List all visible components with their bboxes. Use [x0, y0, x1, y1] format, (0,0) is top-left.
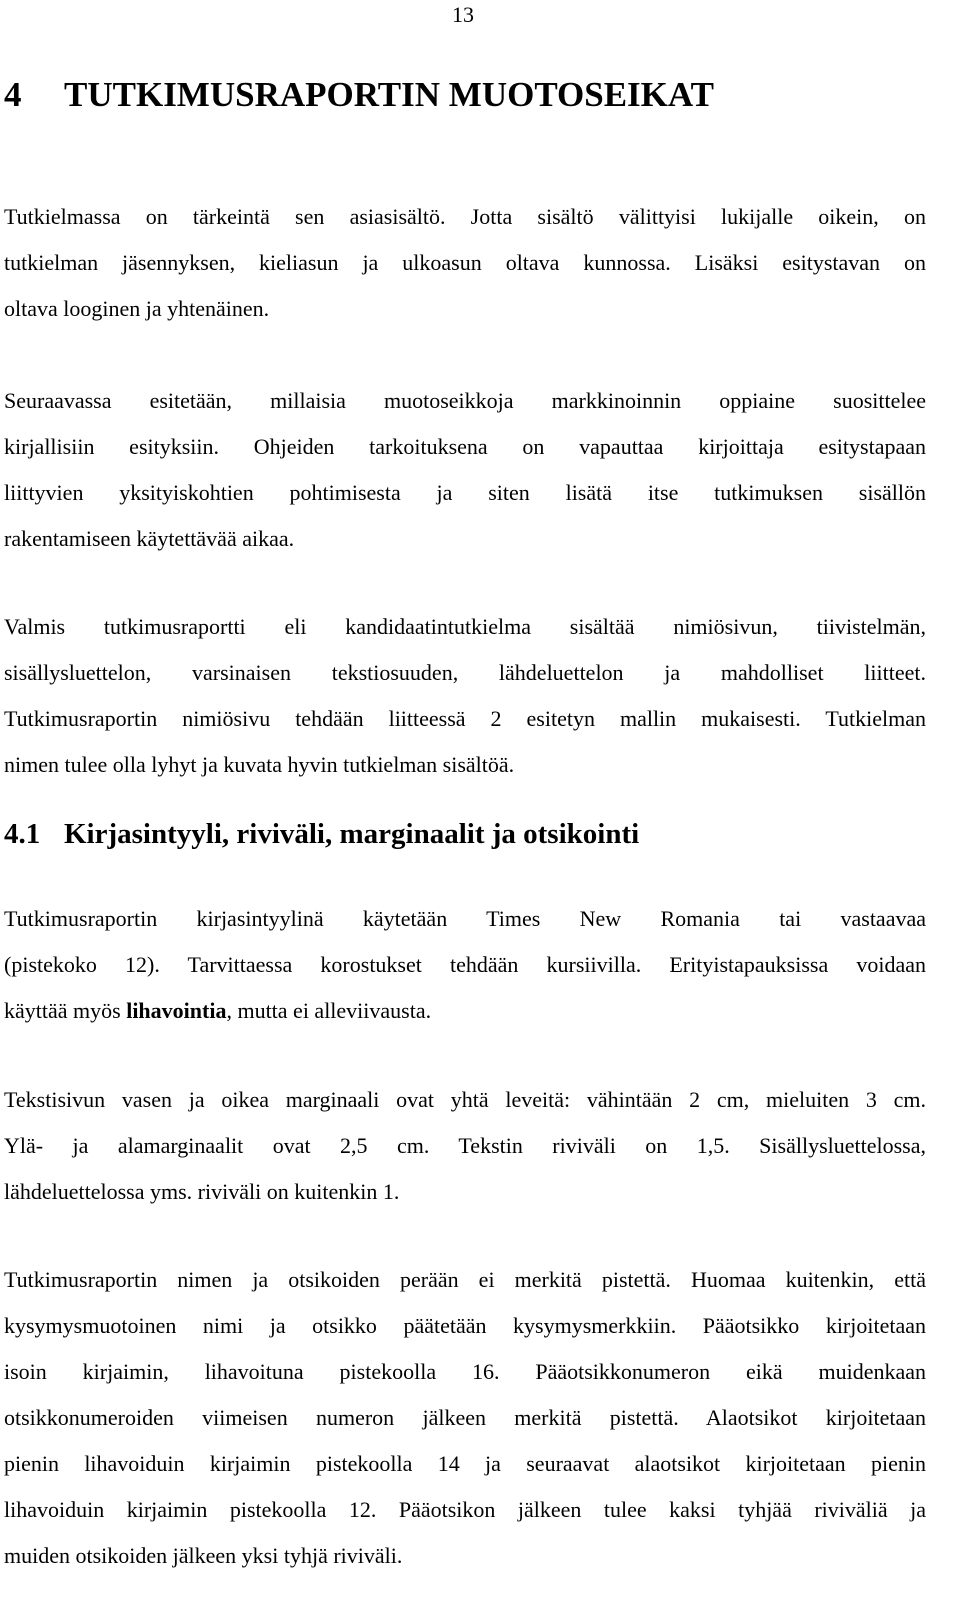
- paragraph-line: otsikkonumeroiden viimeisen numeron jälkeen merkitä pistettä. Alaotsikot kirjoitetaan: [4, 1405, 926, 1430]
- paragraph-line: (pistekoko 12). Tarvittaessa korostukset tehdään kursiivilla. Erityistapauksissa voidaan: [4, 952, 926, 977]
- paragraph-line: Tutkimusraportin nimen ja otsikoiden perään ei merkitä pistettä. Huomaa kuitenkin, että: [4, 1267, 926, 1292]
- paragraph-line: sisällysluettelon, varsinaisen tekstiosuuden, lähdeluettelon ja mahdolliset liitteet.: [4, 660, 926, 685]
- paragraph-line: Seuraavassa esitetään, millaisia muotoseikkoja markkinoinnin oppiaine suosittelee: [4, 388, 926, 413]
- paragraph-intro-1: [4, 194, 926, 332]
- paragraph-line: oltava looginen ja yhtenäinen.: [4, 296, 270, 321]
- paragraph-line: Tutkimusraportin nimiösivu tehdään liitteessä 2 esitetyn mallin mukaisesti. Tutkielman: [4, 706, 926, 731]
- paragraph-headings: [4, 1257, 926, 1579]
- paragraph-font-style: [4, 896, 926, 1034]
- paragraph-line: Valmis tutkimusraportti eli kandidaatintutkielma sisältää nimiösivun, tiivistelmän,: [4, 614, 926, 639]
- paragraph-line: kysymysmuotoinen nimi ja otsikko päätetään kysymysmerkkiin. Pääotsikko kirjoitetaan: [4, 1313, 926, 1338]
- paragraph-intro-3: [4, 604, 926, 788]
- paragraph-line: isoin kirjaimin, lihavoituna pistekoolla 16. Pääotsikkonumeron eikä muidenkaan: [4, 1359, 926, 1384]
- paragraph-line: pienin lihavoiduin kirjaimin pistekoolla 14 ja seuraavat alaotsikot kirjoitetaan pienin: [4, 1451, 926, 1476]
- page-number: 13: [452, 2, 474, 27]
- paragraph-line: nimen tulee olla lyhyt ja kuvata hyvin tutkielman sisältöä.: [4, 752, 515, 777]
- paragraph-intro-2: [4, 378, 926, 562]
- section-heading: [4, 816, 639, 852]
- paragraph-line: lähdeluettelossa yms. riviväli on kuitenkin 1.: [4, 1179, 400, 1204]
- text-run: käyttää myös: [4, 998, 127, 1023]
- chapter-heading: [4, 74, 714, 116]
- paragraph-line: muiden otsikoiden jälkeen yksi tyhjä riviväli.: [4, 1543, 403, 1568]
- paragraph-line: lihavoiduin kirjaimin pistekoolla 12. Pääotsikon jälkeen tulee kaksi tyhjää riviväliä ja: [4, 1497, 926, 1522]
- section-title: Kirjasintyyli, riviväli, marginaalit ja otsikointi: [64, 818, 640, 850]
- paragraph-line: Tutkielmassa on tärkeintä sen asiasisältö. Jotta sisältö välittyisi lukijalle oikein, on: [4, 204, 926, 229]
- paragraph-line: kirjallisiin esityksiin. Ohjeiden tarkoituksena on vapauttaa kirjoittaja esitystapaan: [4, 434, 926, 459]
- bold-text: lihavointia: [126, 998, 227, 1023]
- paragraph-line: Tutkimusraportin kirjasintyylinä käytetään Times New Romania tai vastaavaa: [4, 906, 926, 931]
- chapter-number: 4: [4, 75, 22, 114]
- paragraph-line: rakentamiseen käytettävää aikaa.: [4, 526, 295, 551]
- chapter-title: TUTKIMUSRAPORTIN MUOTOSEIKAT: [64, 75, 714, 114]
- paragraph-line: Ylä- ja alamarginaalit ovat 2,5 cm. Tekstin riviväli on 1,5. Sisällysluettelossa,: [4, 1133, 926, 1158]
- paragraph-margins: [4, 1077, 926, 1215]
- paragraph-line: Tekstisivun vasen ja oikea marginaali ovat yhtä leveitä: vähintään 2 cm, mieluiten 3 cm.: [4, 1087, 926, 1112]
- paragraph-line: liittyvien yksityiskohtien pohtimisesta ja siten lisätä itse tutkimuksen sisällön: [4, 480, 926, 505]
- paragraph-line: tutkielman jäsennyksen, kieliasun ja ulkoasun oltava kunnossa. Lisäksi esitystavan on: [4, 250, 926, 275]
- paragraph-line: [4, 988, 926, 1034]
- section-number: 4.1: [4, 818, 41, 850]
- text-run: , mutta ei alleviivausta.: [226, 998, 432, 1023]
